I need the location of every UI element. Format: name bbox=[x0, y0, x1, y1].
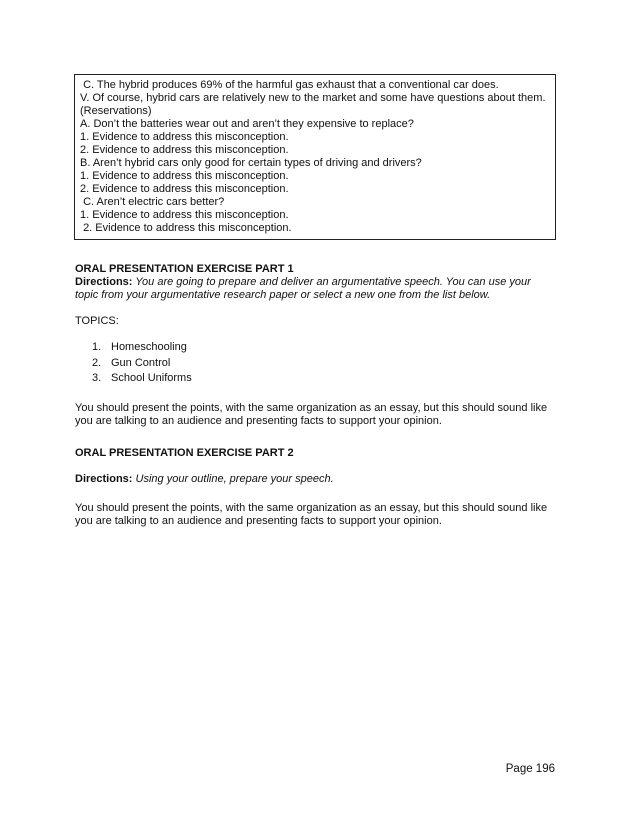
outline-line: V. Of course, hybrid cars are relatively new to the market and some have questions about them. (Reservations) bbox=[80, 92, 549, 117]
list-item-number: 1. bbox=[92, 341, 102, 353]
part1-heading: ORAL PRESENTATION EXERCISE PART 1 bbox=[75, 263, 294, 275]
list-item-label: Homeschooling bbox=[111, 341, 187, 353]
part1-directions bbox=[75, 276, 555, 302]
topics-list bbox=[75, 341, 555, 388]
part2-body: You should present the points, with the same organization as an essay, but this should sound like you are talking to an audience and presenting facts to support your opinion. bbox=[75, 502, 548, 527]
part2-directions-label: Directions: bbox=[75, 473, 133, 485]
outline-box bbox=[74, 74, 556, 240]
outline-line: A. Don’t the batteries wear out and aren’t they expensive to replace? bbox=[80, 118, 414, 130]
outline-line: 1. Evidence to address this misconception. bbox=[80, 170, 289, 182]
part1-body: You should present the points, with the same organization as an essay, but this should sound like you are talking to an audience and presenting facts to support your opinion. bbox=[75, 402, 548, 427]
part1-directions-text: You are going to prepare and deliver an argumentative speech. You can use your topic from your argumentative research paper or select a new one from the list below. bbox=[75, 276, 531, 301]
outline-line: 1. Evidence to address this misconception. bbox=[80, 209, 289, 221]
part2-heading bbox=[75, 447, 555, 460]
outline-line: 2. Evidence to address this misconception. bbox=[80, 183, 289, 195]
outline-line: 1. Evidence to address this misconception. bbox=[80, 131, 289, 143]
list-item bbox=[75, 372, 555, 388]
part1-directions-label: Directions: bbox=[75, 276, 133, 288]
list-item-number: 2. bbox=[92, 356, 102, 369]
list-item bbox=[75, 341, 555, 357]
list-item-label: School Uniforms bbox=[111, 372, 192, 384]
list-item-label: Gun Control bbox=[111, 356, 171, 369]
outline-line: 2. Evidence to address this misconception. bbox=[80, 144, 289, 156]
part2-heading-text: ORAL PRESENTATION EXERCISE PART 2 bbox=[75, 447, 294, 459]
outline-line: C. Aren’t electric cars better? bbox=[80, 196, 225, 208]
outline-line: B. Aren’t hybrid cars only good for certain types of driving and drivers? bbox=[80, 157, 422, 169]
topics-list-container bbox=[75, 341, 555, 388]
list-item bbox=[75, 357, 555, 373]
outline-line: C. The hybrid produces 69% of the harmful gas exhaust that a conventional car does. bbox=[80, 79, 499, 91]
part1-section bbox=[75, 263, 555, 302]
part2-directions-text: Using your outline, prepare your speech. bbox=[132, 473, 334, 485]
topics-label: TOPICS: bbox=[75, 315, 119, 327]
list-item-number: 3. bbox=[92, 372, 102, 384]
page-number: Page 196 bbox=[505, 763, 555, 775]
part2-directions bbox=[75, 473, 555, 486]
outline-line: 2. Evidence to address this misconception. bbox=[80, 222, 292, 234]
